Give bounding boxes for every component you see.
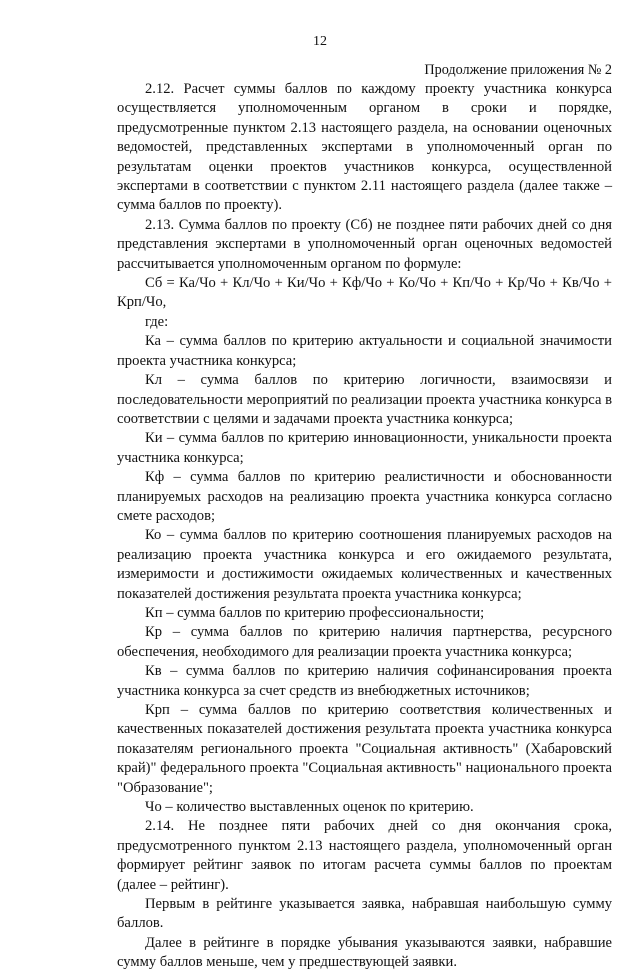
definition-ki: Ки – сумма баллов по критерию инновационности, уникальности проекта участника конкурса; — [117, 430, 612, 466]
paragraph-2-14: 2.14. Не позднее пяти рабочих дней со дня окончания срока, предусмотренного пунктом 2.13 настоящего раздела, уполномоченный орган формирует рейтинг заявок по итогам расчета суммы баллов по проектам (далее – рейтинг). — [117, 818, 612, 893]
definition-ka: Ка – сумма баллов по критерию актуальности и социальной значимости проекта участника конкурса; — [117, 333, 612, 369]
paragraph-2-12: 2.12. Расчет суммы баллов по каждому проекту участника конкурса осуществляется уполномоченным органом в сроки и порядке, предусмотренные пунктом 2.13 настоящего раздела, на основании оценочных ведомостей, представленных экспертами в уполномоченный орган по результатам оценки проектов участников конкурса, осуществленной экспертами в соответствии с пунктом 2.11 настоящего раздела (далее также – сумма баллов по проекту). — [117, 81, 612, 214]
where-label: где: — [145, 313, 169, 330]
definition-kv: Кв – сумма баллов по критерию наличия софинансирования проекта участника конкурса за счет средств из внебюджетных источников; — [117, 663, 612, 699]
definition-krp: Крп – сумма баллов по критерию соответствия количественных и качественных показателей достижения результата проекта участника конкурса показателям регионального проекта "Социальная активность" (Хабаровский край)" федерального проекта "Социальная активность" национального проекта "Образование"; — [117, 702, 612, 796]
formula: Сб = Ка/Чо + Кл/Чо + Ки/Чо + Кф/Чо + Ко/Чо + Кп/Чо + Кр/Чо + Кв/Чо + Крп/Чо, — [117, 275, 612, 311]
definition-kp: Кп – сумма баллов по критерию профессиональности; — [145, 604, 485, 621]
definition-kf: Кф – сумма баллов по критерию реалистичности и обоснованности планируемых расходов на реализацию проекта участника конкурса согласно смете расходов; — [117, 469, 612, 524]
paragraph-2-13: 2.13. Сумма баллов по проекту (Сб) не позднее пяти рабочих дней со дня представления экспертами в уполномоченный орган оценочных ведомостей рассчитывается уполномоченным органом по формуле: — [117, 216, 612, 272]
paragraph-rating-order: Далее в рейтинге в порядке убывания указываются заявки, набравшие сумму баллов меньше, чем у предшествующей заявки. — [117, 934, 612, 971]
page-number: 12 — [313, 34, 327, 49]
definition-kl: Кл – сумма баллов по критерию логичности, взаимосвязи и последовательности мероприятий по реализации проекта участника конкурса в соответствии с целями и задачами проекта участника конкурса; — [117, 372, 612, 427]
document-body — [117, 80, 612, 973]
definition-cho: Чо – количество выставленных оценок по критерию. — [145, 799, 474, 816]
definition-kr: Кр – сумма баллов по критерию наличия партнерства, ресурсного обеспечения, необходимого для реализации проекта участника конкурса; — [117, 624, 612, 660]
paragraph-rating-first: Первым в рейтинге указывается заявка, набравшая наибольшую сумму баллов. — [117, 896, 612, 932]
definition-ko: Ко – сумма баллов по критерию соотношения планируемых расходов на реализацию проекта участника конкурса и его ожидаемого результата, измеримости и достижимости ожидаемых количественных и качественных показателей достижения результата проекта участника конкурса; — [117, 527, 612, 602]
appendix-note: Продолжение приложения № 2 — [424, 62, 612, 78]
